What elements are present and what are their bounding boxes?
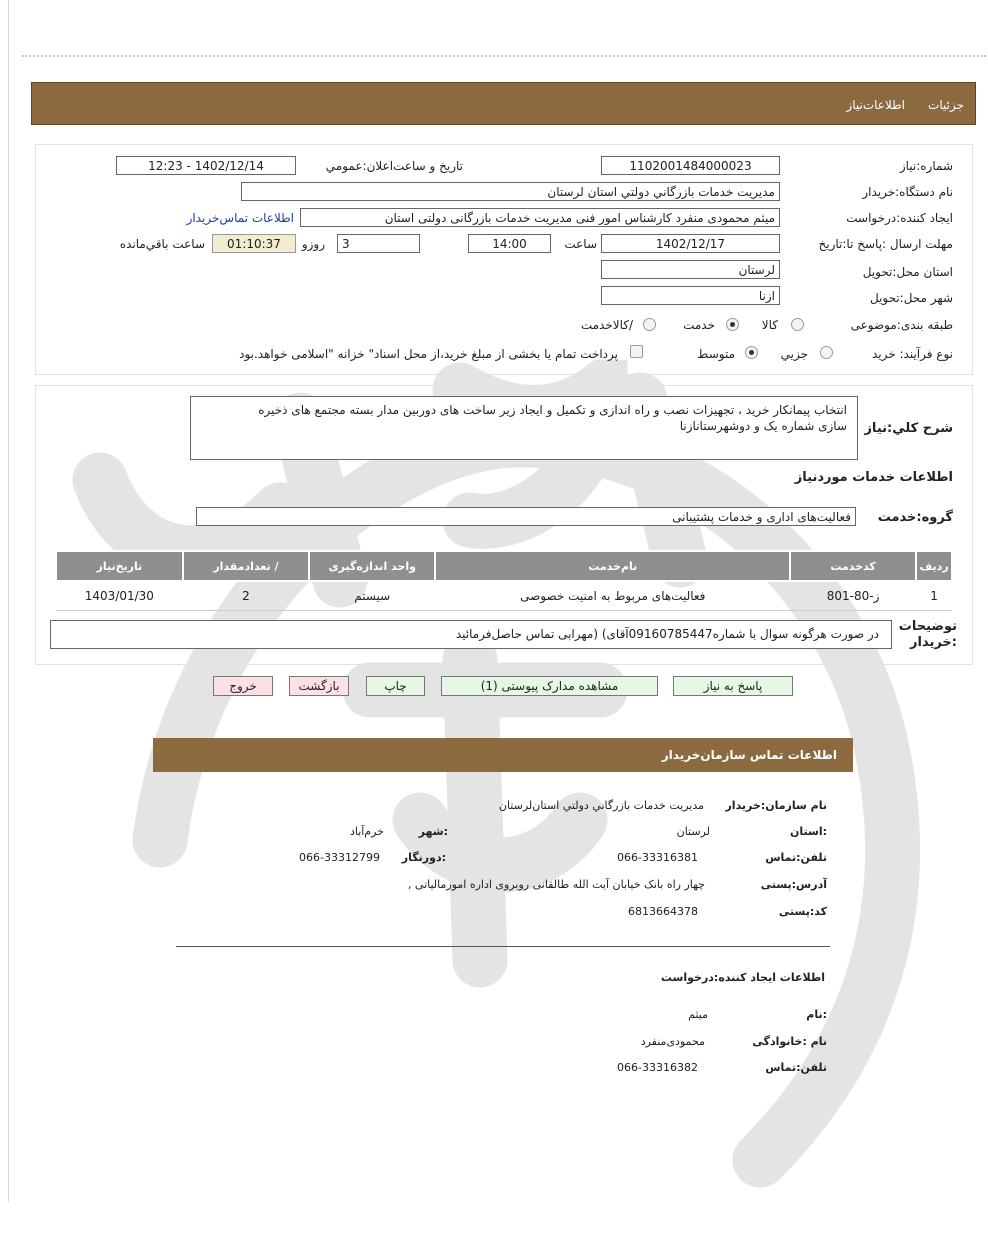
cell-row-number: 1: [916, 581, 952, 611]
buyer-notes-label: توضيحات :خريدار: [898, 619, 957, 650]
reply-button[interactable]: پاسخ به نياز: [673, 676, 793, 696]
category-service-label: خدمت: [683, 318, 715, 332]
contact-phone-value: 066-33316381: [617, 851, 698, 864]
creator-family-label: نام :خانوادگی: [752, 1035, 827, 1048]
contact-org-value: مديريت خدمات بازرگاني دولتي استان‌لرستان: [498, 799, 704, 812]
contact-address-label: آدرس:پستی: [760, 878, 827, 891]
category-service-radio[interactable]: [726, 318, 739, 331]
treasury-payment-checkbox[interactable]: [630, 345, 643, 358]
cell-need-date: 1403/01/30: [56, 581, 183, 611]
dotted-separator: [22, 55, 986, 57]
category-both-label: /کالاخدمت: [580, 318, 633, 332]
back-button[interactable]: بازگشت: [289, 676, 349, 696]
services-table: [55, 550, 953, 611]
province-field: لرستان: [601, 260, 780, 279]
deadline-date-field: 1402/12/17: [601, 234, 780, 253]
need-number-label: شماره:نیاز: [899, 159, 953, 173]
description-line-2: سازی شماره یک و دوشهرستانازنا: [679, 419, 847, 433]
left-border: [8, 0, 9, 1202]
description-box: [190, 396, 858, 460]
process-type-label: نوع فرآيند: خريد: [872, 347, 953, 361]
buyer-org-field: مديريت خدمات بازرگاني دولتي استان لرستان: [241, 182, 780, 201]
buyer-contact-link[interactable]: اطلاعات تماس‌خريدار: [186, 211, 294, 225]
contact-fax-value: 066-33312799: [299, 851, 380, 864]
buyer-org-label: نام دستگاه:خريدار: [862, 185, 953, 199]
days-label: روزو: [301, 237, 325, 251]
contact-fax-label: :دورنگار: [401, 851, 446, 864]
contact-postal-label: کد:پستی: [778, 905, 827, 918]
cell-service-name: فعالیت‌های مربوط به امنیت خصوصی: [435, 581, 790, 611]
cell-unit: سیستم: [309, 581, 435, 611]
buyer-contact-header: [153, 738, 853, 772]
services-section-title: اطلاعات خدمات موردنياز: [794, 470, 953, 485]
cell-quantity: 2: [183, 581, 309, 611]
creator-phone-value: 066-33316382: [617, 1061, 698, 1074]
col-service-name: نام‌خدمت: [435, 551, 790, 581]
treasury-payment-label: پرداخت تمام یا بخشی از مبلغ خرید،از محل اسناد" خزانه "اسلامی خواهد.بود: [239, 347, 618, 361]
process-minor-radio[interactable]: [820, 346, 833, 359]
contact-phone-label: تلفن:تماس: [765, 851, 827, 864]
contact-city-value: خرم‌آباد: [349, 825, 384, 838]
days-field: 3: [337, 234, 420, 253]
city-field: ازنا: [601, 286, 780, 305]
category-label: طبقه بندی:موضوعی: [850, 318, 953, 332]
print-button[interactable]: چاپ: [366, 676, 425, 696]
creator-phone-label: تلفن:تماس: [765, 1061, 827, 1074]
deadline-time-label: ساعت: [564, 237, 597, 251]
col-unit: واحد اندازه‌گيری: [309, 551, 435, 581]
col-service-code: کدخدمت: [790, 551, 916, 581]
contact-province-label: :استان: [790, 825, 827, 838]
process-minor-label: جزيي: [780, 347, 808, 361]
city-label: شهر محل:تحویل: [869, 291, 953, 305]
need-info-panel: [35, 144, 973, 375]
creator-info-title: اطلاعات ايجاد کننده:درخواست: [660, 971, 825, 984]
process-medium-label: متوسط: [697, 347, 735, 361]
top-header-bar: [31, 82, 976, 125]
table-row: [56, 581, 952, 611]
creator-name-value: ميثم: [688, 1008, 708, 1021]
exit-button[interactable]: خروج: [213, 676, 273, 696]
contact-org-label: نام سازمان:خريدار: [725, 799, 827, 812]
description-label: شرح کلي:نياز: [864, 421, 953, 436]
buyer-notes-field: در صورت هرگونه سوال با شماره09160785447آقای) (مهرابی تماس حاصل‌فرمائید: [50, 620, 892, 649]
contact-address-value: چهار راه بانک خیابان آیت الله طالقانی روبروی اداره امورمالیاتی ,: [407, 878, 705, 891]
contact-divider: [176, 946, 830, 947]
deadline-time-field: 14:00: [468, 234, 551, 253]
remaining-time-field: 01:10:37: [212, 234, 296, 253]
col-row-number: رديف: [916, 551, 952, 581]
contact-province-value: لرستان: [676, 825, 710, 838]
province-label: استان محل:تحویل: [862, 265, 953, 279]
creator-family-value: محمودی‌منفرد: [640, 1035, 705, 1048]
deadline-label: مهلت ارسال :پاسخ تا:تاريخ: [818, 237, 953, 251]
cell-service-code: ز-80-801: [790, 581, 916, 611]
contact-postal-value: 6813664378: [628, 905, 698, 918]
category-goods-radio[interactable]: [791, 318, 804, 331]
creator-name-label: :نام: [806, 1008, 827, 1021]
category-both-radio[interactable]: [643, 318, 656, 331]
view-attachments-button[interactable]: مشاهده مدارک پیوستی (1): [441, 676, 658, 696]
tab-need-info[interactable]: اطلاعات‌نیاز: [846, 98, 905, 112]
creator-field: ميثم محمودی منفرد کارشناس امور فنی مدیریت خدمات بازرگانی دولتی استان: [300, 208, 780, 227]
service-group-label: گروه:خدمت: [877, 510, 953, 525]
remaining-time-label: ساعت باقي‌مانده: [119, 237, 205, 251]
tab-details[interactable]: جزئیات: [928, 98, 964, 112]
creator-label: ايجاد کننده:درخواست: [846, 211, 953, 225]
category-goods-label: کالا: [761, 318, 778, 332]
process-medium-radio[interactable]: [745, 346, 758, 359]
services-table-header: [56, 551, 952, 581]
contact-city-label: :شهر: [418, 825, 448, 838]
announce-date-field: 1402/12/14 - 12:23: [116, 156, 296, 175]
buyer-contact-title: اطلاعات تماس سازمان‌خريدار: [661, 748, 837, 762]
col-need-date: تاريخ‌نياز: [56, 551, 183, 581]
col-quantity: / تعدادمقدار: [183, 551, 309, 581]
description-line-1: انتخاب پیمانکار خرید ، تجهیزات نصب و راه اندازی و تکمیل و ایجاد زیر ساخت های دوربین مدار بسته مجتمع های ذخیره: [258, 403, 847, 417]
announce-date-label: تاريخ و ساعت‌اعلان:عمومي: [325, 159, 463, 173]
need-number-field: 1102001484000023: [601, 156, 780, 175]
service-group-field: فعالیت‌های اداری و خدمات پشتیبانی: [196, 507, 856, 526]
